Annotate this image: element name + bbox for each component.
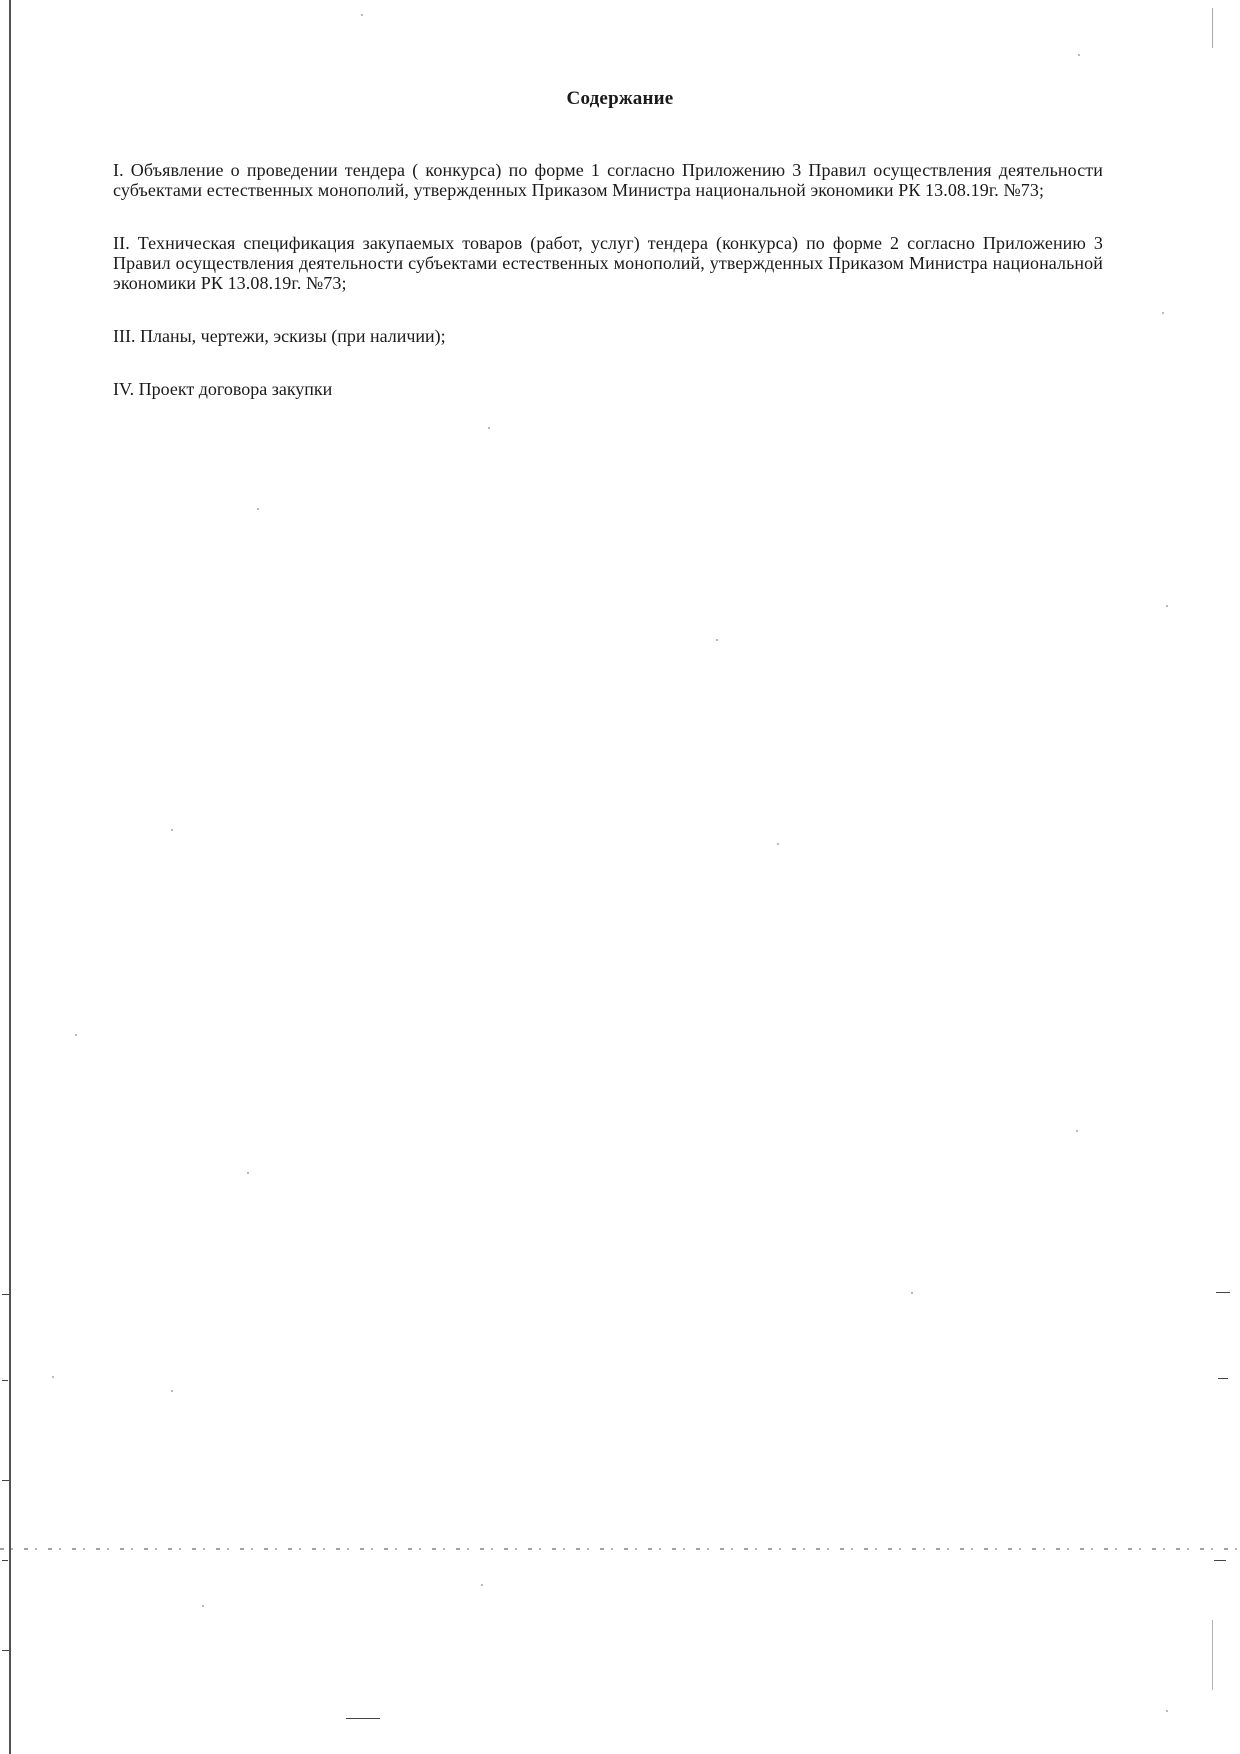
toc-item-2: II. Техническая спецификация закупаемых товаров (работ, услуг) тендера (конкурса) по форме 2 согласно Приложению 3 Правил осуществления деятельности субъектами естественных монополий, утвержденных Приказом Министра национальной экономики РК 13.08.19г. №73; [113,233,1103,293]
table-of-contents [113,160,1103,432]
scan-mark [1214,1560,1226,1561]
scan-noise-line [0,1548,1240,1550]
scan-speck [1076,1130,1078,1132]
scan-speck [171,1390,173,1392]
scan-speck [202,1605,204,1607]
scan-mark [1216,1292,1230,1293]
scan-mark [1212,1620,1213,1690]
scan-mark [1218,1378,1228,1379]
scan-speck [716,639,718,641]
scan-speck [911,1292,913,1294]
scan-speck [1166,1710,1168,1712]
toc-item-3: III. Планы, чертежи, эскизы (при наличии); [113,326,446,346]
scan-mark [2,1480,9,1481]
scan-mark [2,1650,9,1651]
scan-speck [1162,312,1164,314]
scan-speck [52,1376,54,1378]
scan-speck [361,14,363,16]
page-title: Содержание [566,88,674,109]
scan-mark [1212,8,1213,48]
scan-speck [1166,605,1168,607]
toc-item-1: I. Объявление о проведении тендера ( конкурса) по форме 1 согласно Приложению 3 Правил осуществления деятельности субъектами естественных монополий, утвержденных Приказом Министра национальной экономики РК 13.08.19г. №73; [113,160,1103,200]
scan-speck [171,829,173,831]
scan-edge [9,0,11,1754]
scan-speck [75,1034,77,1036]
toc-item-4: IV. Проект договора закупки [113,379,333,399]
scan-mark [346,1718,380,1719]
scan-mark [2,1294,10,1295]
scan-speck [1078,54,1080,56]
scan-speck [247,1172,249,1174]
scan-mark [2,1380,8,1381]
scan-speck [481,1584,483,1586]
scan-speck [777,843,779,845]
scan-speck [257,508,259,510]
scan-mark [2,1560,8,1561]
